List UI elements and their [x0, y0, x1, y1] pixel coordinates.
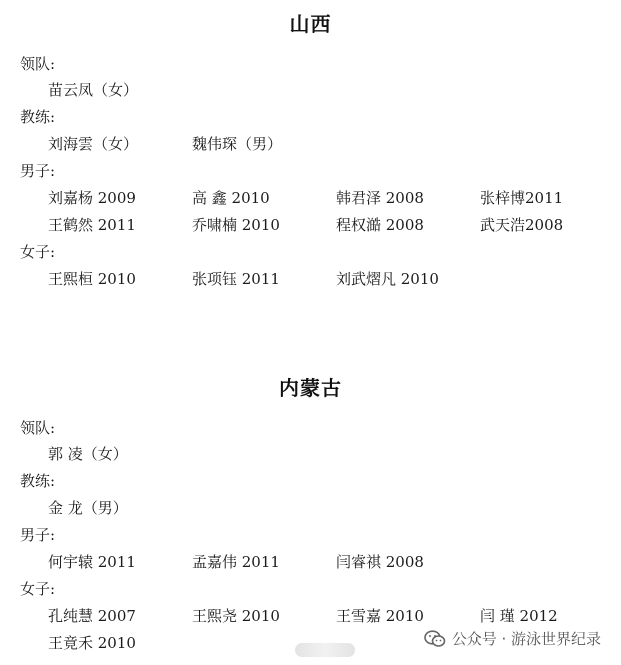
men-label: 男子: — [20, 162, 56, 180]
leader-label: 领队: — [20, 419, 56, 437]
athlete-entry: 韩君泽 2008 — [336, 189, 424, 207]
athlete-entry: 王鹤然 2011 — [48, 216, 136, 234]
athlete-entry: 高 鑫 2010 — [192, 189, 270, 207]
athlete-entry: 王熙尧 2010 — [192, 607, 280, 625]
coach-name: 刘海雲（女） — [48, 135, 139, 153]
section-title: 山西 — [289, 12, 332, 36]
athlete-entry: 乔啸楠 2010 — [192, 216, 280, 234]
athlete-entry: 张梓博2011 — [480, 189, 564, 207]
athlete-entry: 程权澔 2008 — [336, 216, 424, 234]
women-label: 女子: — [20, 580, 56, 598]
leader-name: 苗云凤（女） — [48, 81, 139, 99]
blurred-overlay — [295, 643, 355, 657]
athlete-entry: 闫睿祺 2008 — [336, 553, 424, 571]
coach-name: 魏伟琛（男） — [192, 135, 283, 153]
men-label: 男子: — [20, 526, 56, 544]
athlete-entry: 闫 瑾 2012 — [480, 607, 558, 625]
athlete-entry: 孔纯慧 2007 — [48, 607, 136, 625]
athlete-entry: 何宇辕 2011 — [48, 553, 136, 571]
athlete-entry: 武天浩2008 — [480, 216, 564, 234]
watermark-text: 公众号 · 游泳世界纪录 — [451, 630, 601, 648]
wechat-icon — [424, 630, 446, 648]
coach-label: 教练: — [20, 472, 56, 490]
athlete-entry: 张项钰 2011 — [192, 270, 280, 288]
athlete-entry: 刘嘉杨 2009 — [48, 189, 136, 207]
leader-name: 郭 凌（女） — [48, 445, 128, 463]
coach-name: 金 龙（男） — [48, 499, 128, 517]
athlete-entry: 孟嘉伟 2011 — [192, 553, 280, 571]
coach-label: 教练: — [20, 108, 56, 126]
leader-label: 领队: — [20, 55, 56, 73]
women-label: 女子: — [20, 243, 56, 261]
athlete-entry: 王竟禾 2010 — [48, 634, 136, 652]
watermark — [424, 628, 601, 649]
section-title: 内蒙古 — [279, 376, 342, 400]
athlete-entry: 刘武熠凡 2010 — [336, 270, 439, 288]
athlete-entry: 王熙桓 2010 — [48, 270, 136, 288]
athlete-entry: 王雪嘉 2010 — [336, 607, 424, 625]
